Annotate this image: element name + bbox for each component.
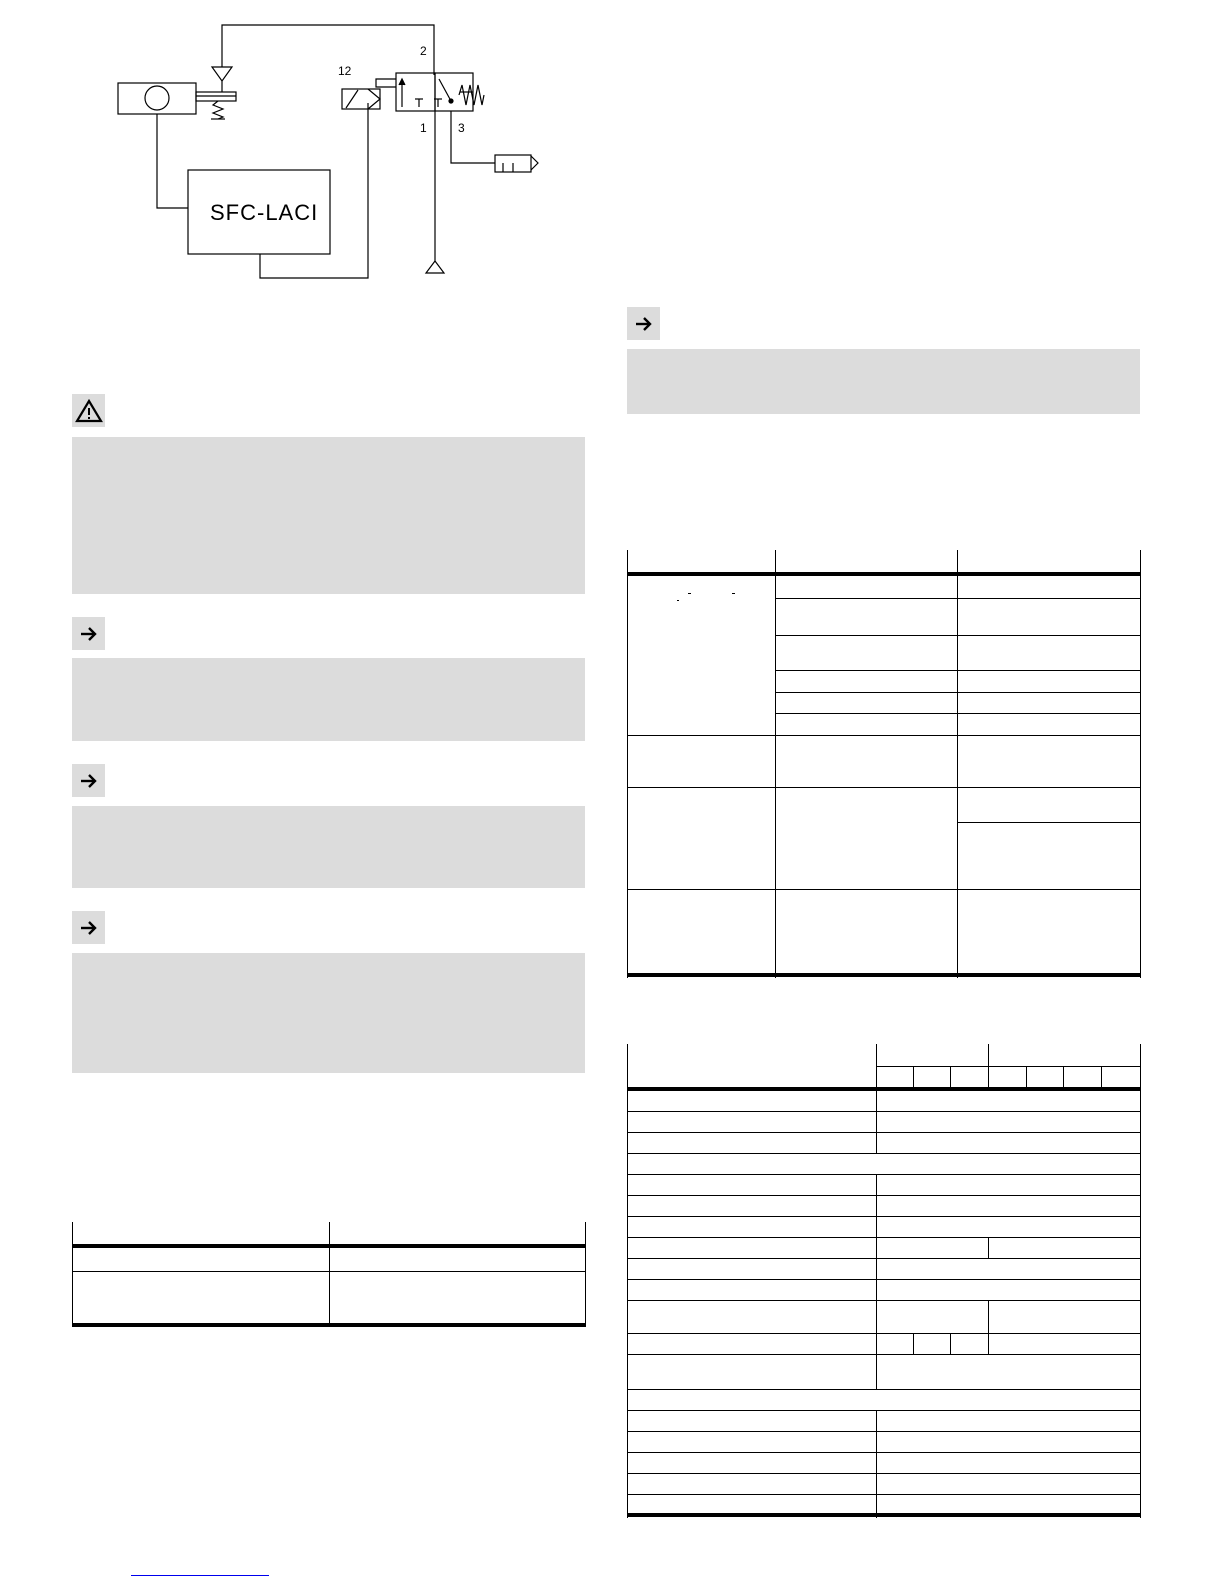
arrow-right-icon bbox=[79, 772, 99, 790]
footer-link-underline[interactable] bbox=[131, 1575, 269, 1576]
technical-data-table bbox=[627, 1044, 1141, 1520]
port-label-3: 3 bbox=[458, 121, 465, 135]
left-table bbox=[72, 1222, 586, 1330]
arrow-right-icon bbox=[79, 919, 99, 937]
note-icon-box-4 bbox=[627, 307, 660, 340]
port-label-1: 1 bbox=[420, 121, 427, 135]
note-icon-box-2 bbox=[72, 764, 105, 797]
note-icon-box-3 bbox=[72, 911, 105, 944]
port-label-2: 2 bbox=[420, 44, 427, 58]
warning-icon-box bbox=[72, 394, 105, 427]
fault-table bbox=[627, 550, 1141, 980]
controller-label: SFC-LACI bbox=[210, 200, 319, 225]
port-label-12: 12 bbox=[338, 64, 352, 78]
note-text-block-4 bbox=[627, 349, 1140, 414]
note-text-block-3 bbox=[72, 953, 585, 1073]
arrow-right-icon bbox=[79, 625, 99, 643]
note-text-block-1 bbox=[72, 658, 585, 741]
note-text-block-2 bbox=[72, 806, 585, 888]
note-icon-box-1 bbox=[72, 617, 105, 650]
pneumatic-circuit-diagram bbox=[110, 15, 550, 285]
warning-text-block bbox=[72, 437, 585, 594]
arrow-right-icon bbox=[634, 315, 654, 333]
warning-triangle-icon bbox=[75, 399, 103, 423]
